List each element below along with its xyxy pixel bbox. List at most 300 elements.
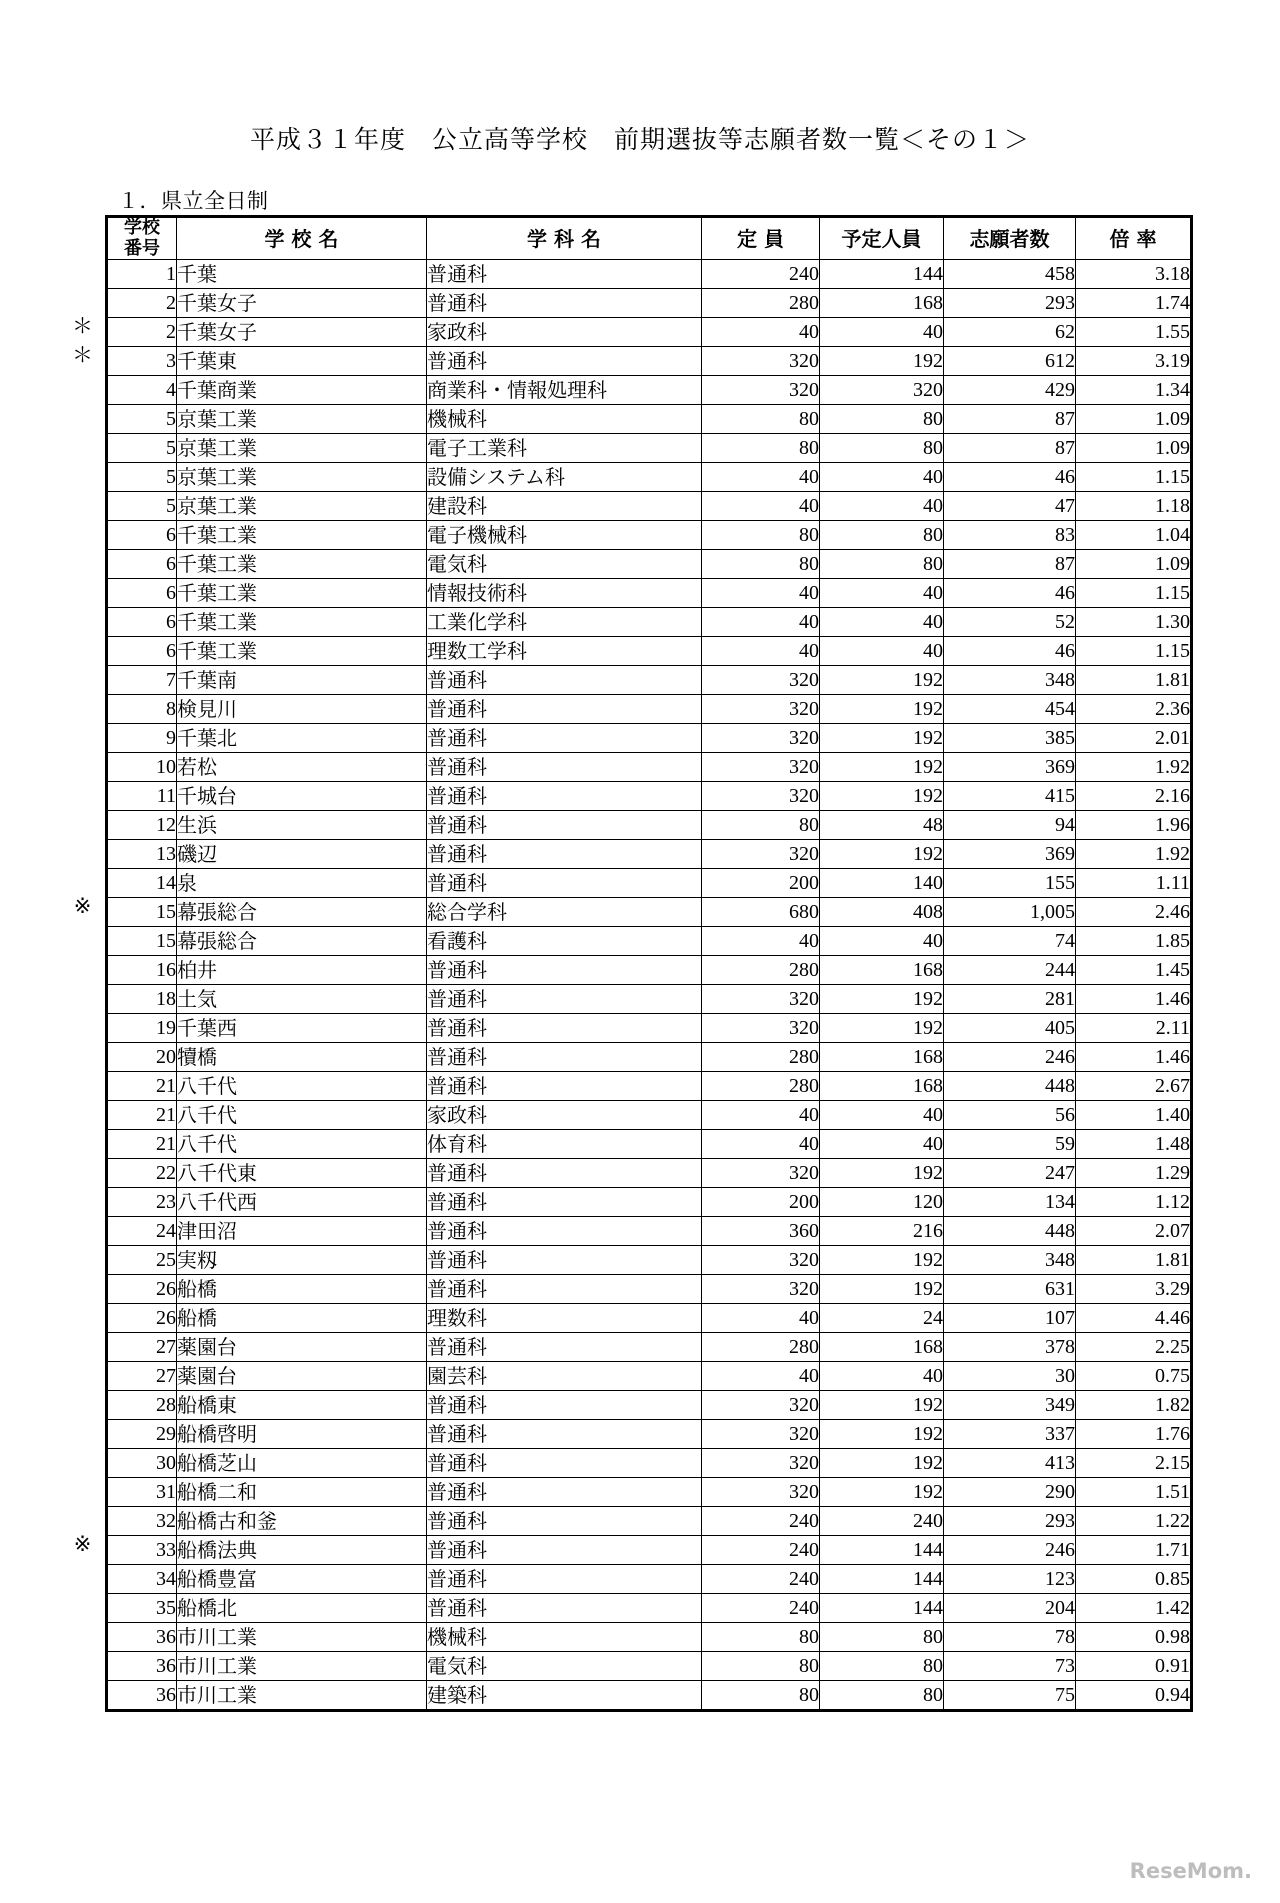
cell-ratio: 3.19 [1076,347,1192,376]
cell-school-name: 検見川 [177,695,427,724]
table-row [107,318,1192,347]
cell-planned: 192 [820,347,944,376]
cell-ratio: 2.15 [1076,1449,1192,1478]
cell-applicants: 448 [944,1217,1076,1246]
cell-planned: 80 [820,1623,944,1652]
table-row [107,637,1192,666]
cell-school-name: 八千代東 [177,1159,427,1188]
cell-capacity: 320 [702,1391,820,1420]
table-row [107,695,1192,724]
cell-planned: 192 [820,1449,944,1478]
cell-capacity: 320 [702,1159,820,1188]
row-mark-empty [60,399,105,428]
column-header-school-name: 学 校 名 [177,217,427,260]
table-row [107,1681,1192,1711]
cell-planned: 40 [820,1101,944,1130]
cell-applicants: 290 [944,1478,1076,1507]
row-mark-empty [60,1066,105,1095]
cell-department: 普通科 [427,1594,702,1623]
cell-ratio: 0.91 [1076,1652,1192,1681]
cell-ratio: 1.42 [1076,1594,1192,1623]
cell-planned: 168 [820,1333,944,1362]
cell-planned: 40 [820,608,944,637]
cell-school-name: 船橋 [177,1304,427,1333]
cell-department: 普通科 [427,1449,702,1478]
cell-department: 普通科 [427,840,702,869]
row-mark-empty [60,1588,105,1617]
cell-school-number: 1 [107,260,177,289]
cell-department: 理数科 [427,1304,702,1333]
cell-planned: 40 [820,1130,944,1159]
cell-applicants: 87 [944,434,1076,463]
cell-school-name: 千葉工業 [177,637,427,666]
cell-applicants: 378 [944,1333,1076,1362]
row-mark-empty [60,1559,105,1588]
cell-planned: 40 [820,927,944,956]
header-row [107,217,1192,260]
cell-department: 普通科 [427,1478,702,1507]
cell-capacity: 320 [702,840,820,869]
cell-applicants: 385 [944,724,1076,753]
cell-capacity: 320 [702,1420,820,1449]
school-number-label-line2: 番号 [124,237,160,259]
row-mark-empty [60,370,105,399]
cell-ratio: 1.15 [1076,463,1192,492]
table-row [107,1623,1192,1652]
table-row [107,666,1192,695]
cell-ratio: 2.67 [1076,1072,1192,1101]
cell-ratio: 4.46 [1076,1304,1192,1333]
cell-planned: 192 [820,840,944,869]
table-row [107,927,1192,956]
cell-capacity: 40 [702,608,820,637]
cell-applicants: 107 [944,1304,1076,1333]
cell-school-number: 30 [107,1449,177,1478]
cell-capacity: 320 [702,985,820,1014]
cell-school-name: 京葉工業 [177,405,427,434]
table-row [107,1594,1192,1623]
cell-planned: 140 [820,869,944,898]
cell-applicants: 281 [944,985,1076,1014]
table-row [107,434,1192,463]
cell-school-name: 京葉工業 [177,492,427,521]
row-mark-empty [60,428,105,457]
cell-school-name: 京葉工業 [177,463,427,492]
row-mark-symbol: ＊ [72,343,93,367]
cell-planned: 80 [820,550,944,579]
row-mark-empty [60,718,105,747]
cell-ratio: 1.04 [1076,521,1192,550]
table-row [107,1188,1192,1217]
cell-school-number: 11 [107,782,177,811]
cell-capacity: 240 [702,1507,820,1536]
row-mark-empty [60,979,105,1008]
table-row [107,1304,1192,1333]
cell-ratio: 1.45 [1076,956,1192,985]
cell-planned: 144 [820,260,944,289]
table-row [107,1449,1192,1478]
cell-capacity: 240 [702,260,820,289]
cell-planned: 144 [820,1536,944,1565]
table-row [107,1217,1192,1246]
table-row [107,1333,1192,1362]
applicants-table [105,215,1193,1712]
cell-school-name: 船橋二和 [177,1478,427,1507]
row-mark-empty [60,1327,105,1356]
table-row [107,1478,1192,1507]
row-mark-empty [60,1008,105,1037]
cell-department: 看護科 [427,927,702,956]
cell-department: 普通科 [427,1333,702,1362]
cell-ratio: 2.16 [1076,782,1192,811]
cell-school-number: 6 [107,637,177,666]
cell-applicants: 246 [944,1536,1076,1565]
cell-planned: 192 [820,1478,944,1507]
cell-school-number: 5 [107,405,177,434]
cell-department: 普通科 [427,347,702,376]
cell-capacity: 320 [702,1275,820,1304]
cell-department: 設備システム科 [427,463,702,492]
cell-capacity: 40 [702,927,820,956]
page-title: 平成３１年度 公立高等学校 前期選抜等志願者数一覧＜その１＞ [249,125,1030,154]
cell-department: 普通科 [427,1507,702,1536]
row-mark-empty [60,1472,105,1501]
cell-ratio: 1.30 [1076,608,1192,637]
cell-school-number: 9 [107,724,177,753]
cell-ratio: 1.51 [1076,1478,1192,1507]
cell-school-number: 18 [107,985,177,1014]
cell-department: 園芸科 [427,1362,702,1391]
cell-school-name: 実籾 [177,1246,427,1275]
cell-applicants: 134 [944,1188,1076,1217]
row-mark-empty [60,283,105,312]
cell-department: 普通科 [427,260,702,289]
cell-capacity: 200 [702,869,820,898]
cell-planned: 80 [820,1681,944,1711]
table-row [107,1536,1192,1565]
row-mark-empty [60,1414,105,1443]
cell-capacity: 40 [702,1101,820,1130]
cell-school-name: 船橋北 [177,1594,427,1623]
cell-ratio: 2.36 [1076,695,1192,724]
cell-school-number: 22 [107,1159,177,1188]
cell-school-number: 8 [107,695,177,724]
cell-department: 建設科 [427,492,702,521]
cell-school-number: 5 [107,492,177,521]
cell-applicants: 369 [944,753,1076,782]
cell-school-name: 千葉西 [177,1014,427,1043]
cell-school-name: 柏井 [177,956,427,985]
cell-ratio: 1.96 [1076,811,1192,840]
cell-department: 普通科 [427,1275,702,1304]
cell-school-number: 31 [107,1478,177,1507]
column-header-capacity: 定 員 [702,217,820,260]
cell-applicants: 46 [944,463,1076,492]
cell-school-number: 2 [107,318,177,347]
cell-department: 機械科 [427,1623,702,1652]
cell-capacity: 320 [702,376,820,405]
row-mark-symbol: ※ [73,1532,92,1556]
cell-capacity: 320 [702,347,820,376]
cell-planned: 80 [820,405,944,434]
cell-planned: 144 [820,1594,944,1623]
cell-school-number: 10 [107,753,177,782]
cell-planned: 40 [820,1362,944,1391]
cell-department: 普通科 [427,1391,702,1420]
resemom-watermark [1130,1859,1252,1883]
row-mark-empty [60,776,105,805]
cell-capacity: 80 [702,550,820,579]
cell-school-name: 千葉女子 [177,318,427,347]
cell-applicants: 46 [944,637,1076,666]
table-row [107,1565,1192,1594]
row-mark-empty [60,1037,105,1066]
table-row [107,811,1192,840]
cell-planned: 80 [820,434,944,463]
cell-school-name: 土気 [177,985,427,1014]
cell-department: 普通科 [427,869,702,898]
cell-capacity: 320 [702,1449,820,1478]
table-row [107,1652,1192,1681]
row-mark-empty [60,805,105,834]
cell-school-number: 29 [107,1420,177,1449]
row-mark-empty [60,1675,105,1704]
cell-applicants: 448 [944,1072,1076,1101]
cell-school-name: 船橋豊富 [177,1565,427,1594]
cell-planned: 168 [820,1072,944,1101]
table-row [107,463,1192,492]
table-body [107,260,1192,1711]
cell-applicants: 46 [944,579,1076,608]
cell-ratio: 1.82 [1076,1391,1192,1420]
cell-planned: 192 [820,1391,944,1420]
cell-capacity: 320 [702,695,820,724]
cell-capacity: 280 [702,289,820,318]
table-row [107,1072,1192,1101]
row-mark-empty [60,1269,105,1298]
cell-capacity: 280 [702,956,820,985]
table-row [107,1420,1192,1449]
cell-capacity: 80 [702,521,820,550]
cell-ratio: 1.74 [1076,289,1192,318]
cell-department: 建築科 [427,1681,702,1711]
table-row [107,753,1192,782]
watermark-text: ReseMom. [1129,1859,1252,1883]
cell-school-name: 船橋古和釜 [177,1507,427,1536]
cell-school-name: 磯辺 [177,840,427,869]
cell-applicants: 337 [944,1420,1076,1449]
cell-school-name: 千葉商業 [177,376,427,405]
cell-ratio: 1.18 [1076,492,1192,521]
cell-school-number: 28 [107,1391,177,1420]
cell-capacity: 320 [702,753,820,782]
row-marks-column [60,215,105,1733]
cell-school-name: 幕張総合 [177,898,427,927]
table-row [107,1014,1192,1043]
cell-planned: 80 [820,521,944,550]
cell-planned: 240 [820,1507,944,1536]
cell-ratio: 2.01 [1076,724,1192,753]
cell-applicants: 155 [944,869,1076,898]
table-row [107,1043,1192,1072]
table-row [107,840,1192,869]
cell-planned: 192 [820,1420,944,1449]
cell-school-number: 19 [107,1014,177,1043]
cell-department: 普通科 [427,1217,702,1246]
cell-department: 工業化学科 [427,608,702,637]
cell-planned: 168 [820,1043,944,1072]
table-row [107,376,1192,405]
cell-school-number: 35 [107,1594,177,1623]
cell-school-number: 32 [107,1507,177,1536]
table-row [107,782,1192,811]
cell-school-number: 5 [107,434,177,463]
cell-department: 情報技術科 [427,579,702,608]
marks-header-spacer [60,215,105,283]
cell-planned: 408 [820,898,944,927]
cell-ratio: 1.15 [1076,637,1192,666]
cell-applicants: 348 [944,666,1076,695]
cell-ratio: 1.81 [1076,1246,1192,1275]
cell-ratio: 2.07 [1076,1217,1192,1246]
row-mark-empty [60,689,105,718]
table-row [107,492,1192,521]
cell-planned: 40 [820,579,944,608]
row-mark-symbol: ＊ [72,314,93,338]
cell-capacity: 240 [702,1565,820,1594]
row-mark-empty [60,602,105,631]
cell-school-number: 20 [107,1043,177,1072]
cell-capacity: 320 [702,1478,820,1507]
cell-applicants: 59 [944,1130,1076,1159]
table-row [107,1130,1192,1159]
cell-school-number: 6 [107,608,177,637]
cell-planned: 144 [820,1565,944,1594]
row-mark-empty [60,486,105,515]
cell-planned: 40 [820,318,944,347]
cell-department: 普通科 [427,782,702,811]
cell-planned: 80 [820,1652,944,1681]
cell-department: 電気科 [427,1652,702,1681]
cell-ratio: 0.98 [1076,1623,1192,1652]
cell-school-number: 6 [107,579,177,608]
cell-school-name: 船橋東 [177,1391,427,1420]
cell-applicants: 52 [944,608,1076,637]
cell-applicants: 87 [944,405,1076,434]
cell-capacity: 320 [702,724,820,753]
row-mark-empty [60,1501,105,1530]
cell-planned: 192 [820,1246,944,1275]
cell-capacity: 40 [702,1304,820,1333]
row-mark-empty [60,1356,105,1385]
cell-capacity: 280 [702,1333,820,1362]
table-row [107,1275,1192,1304]
cell-planned: 48 [820,811,944,840]
cell-applicants: 74 [944,927,1076,956]
table-row [107,1507,1192,1536]
row-mark-empty [60,515,105,544]
cell-department: 普通科 [427,1565,702,1594]
column-header-planned: 予定人員 [820,217,944,260]
cell-school-number: 3 [107,347,177,376]
cell-department: 商業科・情報処理科 [427,376,702,405]
cell-school-name: 薬園台 [177,1333,427,1362]
table-row [107,260,1192,289]
cell-capacity: 320 [702,666,820,695]
cell-school-name: 犢橋 [177,1043,427,1072]
cell-school-name: 八千代 [177,1101,427,1130]
cell-school-name: 八千代西 [177,1188,427,1217]
cell-department: 普通科 [427,1420,702,1449]
cell-capacity: 40 [702,463,820,492]
cell-applicants: 348 [944,1246,1076,1275]
cell-applicants: 369 [944,840,1076,869]
cell-school-number: 34 [107,1565,177,1594]
cell-capacity: 40 [702,318,820,347]
cell-school-number: 21 [107,1072,177,1101]
cell-applicants: 94 [944,811,1076,840]
cell-school-name: 船橋芝山 [177,1449,427,1478]
row-mark-empty [60,660,105,689]
cell-school-number: 14 [107,869,177,898]
cell-capacity: 40 [702,492,820,521]
cell-ratio: 1.71 [1076,1536,1192,1565]
cell-ratio: 1.46 [1076,1043,1192,1072]
cell-department: 家政科 [427,318,702,347]
cell-applicants: 246 [944,1043,1076,1072]
cell-applicants: 1,005 [944,898,1076,927]
cell-applicants: 30 [944,1362,1076,1391]
cell-applicants: 78 [944,1623,1076,1652]
cell-school-number: 21 [107,1101,177,1130]
cell-department: 普通科 [427,1072,702,1101]
cell-school-name: 千葉工業 [177,521,427,550]
cell-applicants: 349 [944,1391,1076,1420]
cell-ratio: 1.11 [1076,869,1192,898]
cell-school-name: 幕張総合 [177,927,427,956]
cell-ratio: 3.29 [1076,1275,1192,1304]
cell-school-number: 27 [107,1362,177,1391]
cell-planned: 192 [820,1014,944,1043]
cell-school-number: 21 [107,1130,177,1159]
cell-planned: 192 [820,782,944,811]
cell-planned: 168 [820,956,944,985]
cell-applicants: 415 [944,782,1076,811]
cell-ratio: 2.25 [1076,1333,1192,1362]
cell-planned: 40 [820,637,944,666]
cell-applicants: 293 [944,1507,1076,1536]
cell-school-number: 15 [107,927,177,956]
cell-capacity: 80 [702,1652,820,1681]
cell-school-name: 千葉南 [177,666,427,695]
cell-ratio: 2.46 [1076,898,1192,927]
cell-school-number: 25 [107,1246,177,1275]
column-header-school-number [107,217,177,260]
cell-applicants: 247 [944,1159,1076,1188]
cell-ratio: 1.55 [1076,318,1192,347]
school-number-label-line1: 学校 [124,217,160,238]
row-mark-empty [60,1240,105,1269]
cell-school-name: 八千代 [177,1072,427,1101]
cell-school-number: 23 [107,1188,177,1217]
cell-school-name: 船橋法典 [177,1536,427,1565]
cell-ratio: 1.48 [1076,1130,1192,1159]
cell-capacity: 240 [702,1594,820,1623]
cell-applicants: 631 [944,1275,1076,1304]
cell-planned: 40 [820,463,944,492]
cell-ratio: 1.85 [1076,927,1192,956]
row-mark-empty [60,747,105,776]
